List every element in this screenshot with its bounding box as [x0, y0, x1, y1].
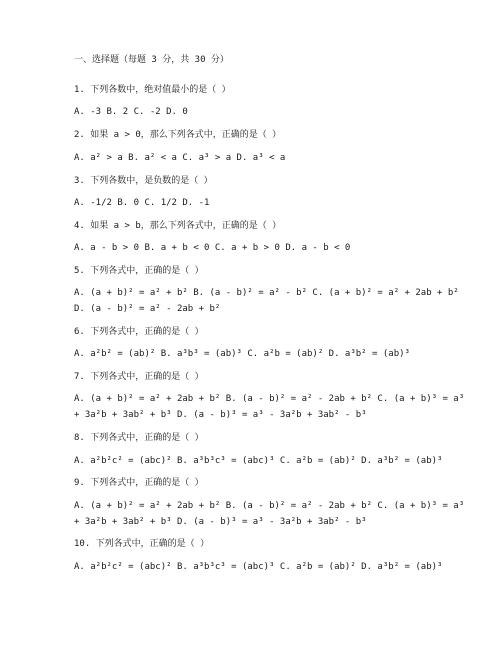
- question-3: 3. 下列各数中，是负数的是（ ）: [74, 176, 213, 186]
- question-5: 5. 下列各式中，正确的是（ ）: [74, 266, 204, 276]
- question-10: 10. 下列各式中，正确的是（ ）: [74, 539, 210, 549]
- question-6: 6. 下列各式中，正确的是（ ）: [74, 327, 204, 337]
- options-2: A. a² > a B. a² < a C. a³ > a D. a³ < a: [74, 153, 286, 163]
- question-1: 1. 下列各数中，绝对值最小的是（ ）: [74, 85, 231, 95]
- question-8: 8. 下列各式中，正确的是（ ）: [74, 433, 204, 443]
- question-9: 9. 下列各式中，正确的是（ ）: [74, 478, 204, 488]
- options-3: A. -1/2 B. 0 C. 1/2 D. -1: [74, 198, 210, 208]
- options-6: A. a²b² = (ab)² B. a³b³ = (ab)³ C. a²b = (ab)² D. a³b² = (ab)³: [74, 349, 410, 359]
- question-4: 4. 如果 a > b，那么下列各式中，正确的是（ ）: [74, 221, 282, 231]
- section-title: 一、选择题（每题 3 分，共 30 分）: [74, 55, 229, 65]
- options-9-cont: + 3a²b + 3ab² + b³ D. (a - b)³ = a³ - 3a²b + 3ab² - b³: [74, 517, 367, 527]
- options-4: A. a - b > 0 B. a + b < 0 C. a + b > 0 D. a - b < 0: [74, 243, 351, 253]
- question-7: 7. 下列各式中，正确的是（ ）: [74, 372, 204, 382]
- options-7: A. (a + b)² = a² + 2ab + b² B. (a - b)² = a² - 2ab + b² C. (a + b)³ = a³: [74, 394, 465, 404]
- options-1: A. -3 B. 2 C. -2 D. 0: [74, 107, 188, 117]
- options-5: A. (a + b)² = a² + b² B. (a - b)² = a² - b² C. (a + b)² = a² + 2ab + b²: [74, 288, 459, 298]
- options-9: A. (a + b)² = a² + 2ab + b² B. (a - b)² = a² - 2ab + b² C. (a + b)³ = a³: [74, 501, 465, 511]
- options-8: A. a²b²c² = (abc)² B. a³b³c³ = (abc)³ C. a²b = (ab)² D. a³b² = (ab)³: [74, 456, 443, 466]
- options-10: A. a²b²c² = (abc)² B. a³b³c³ = (abc)³ C. a²b = (ab)² D. a³b² = (ab)³: [74, 562, 443, 572]
- options-7-cont: + 3a²b + 3ab² + b³ D. (a - b)³ = a³ - 3a²b + 3ab² - b³: [74, 410, 367, 420]
- options-5-cont: D. (a - b)² = a² - 2ab + b²: [74, 304, 221, 314]
- question-2: 2. 如果 a > 0，那么下列各式中，正确的是（ ）: [74, 130, 282, 140]
